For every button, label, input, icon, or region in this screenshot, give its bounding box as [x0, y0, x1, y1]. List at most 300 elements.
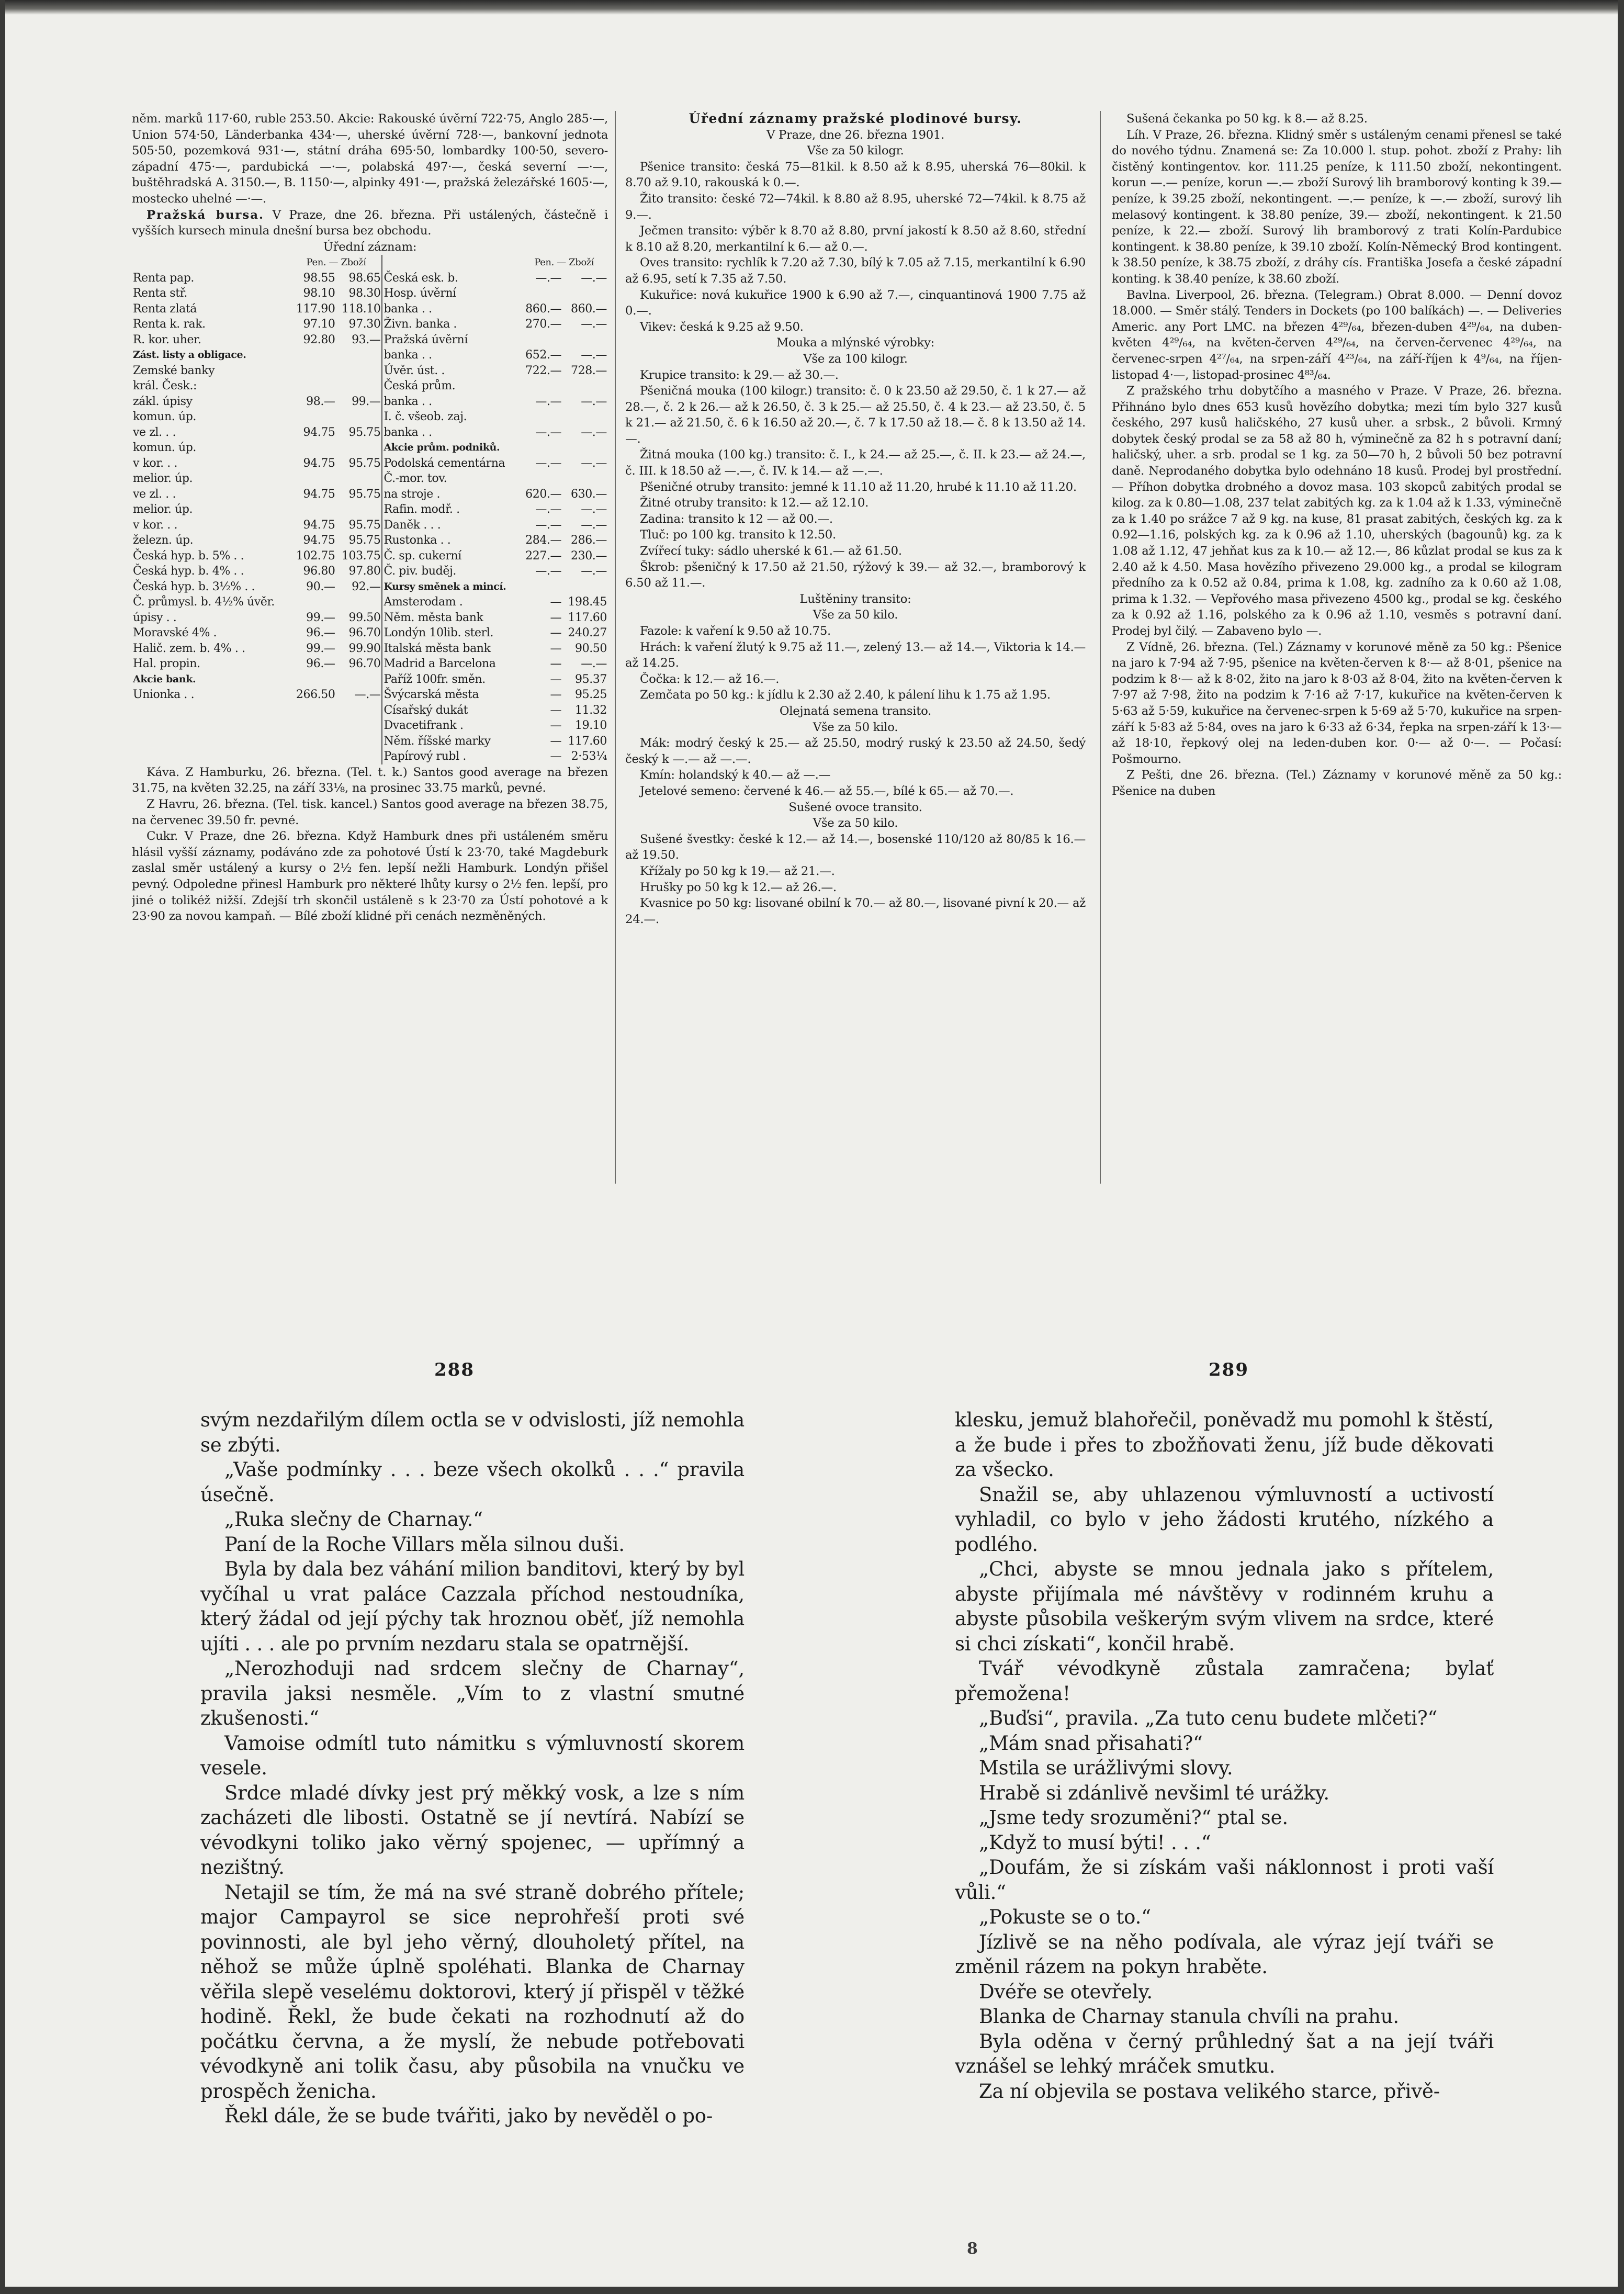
rate-ask: 95.75	[348, 518, 381, 532]
rate-row	[132, 518, 608, 533]
rate-bid-right: 652.—	[525, 348, 562, 362]
story-paragraph: „Pokuste se o to.“	[979, 1906, 1151, 1928]
rate-bid-right: —.—	[535, 565, 562, 578]
rate-name: Moravské 4% .	[133, 626, 217, 640]
rate-ask-right: 19.10	[575, 719, 607, 733]
story-page-left	[200, 1408, 745, 2161]
rate-name: Akcie bank.	[133, 673, 196, 685]
rate-name-right: Madrid a Barcelona	[382, 656, 520, 672]
oilseeds-subheading: Olejnatá semena transito.	[779, 704, 932, 718]
rate-name-right: banka . .	[382, 301, 520, 317]
rate-bid-right: —.—	[535, 518, 562, 532]
corn-paragraph: Kukuřice: nová kukuřice 1900 k 6.90 až 7.—, cinquantinová 1900 7.75 až 0.—.	[625, 288, 1086, 318]
rate-table-header	[132, 255, 608, 271]
rate-ask-right	[562, 286, 608, 301]
vetch-paragraph: Vikev: česká k 9.25 až 9.50.	[640, 320, 804, 334]
rate-name	[132, 718, 291, 734]
rate-ask: 97.30	[348, 318, 381, 331]
rate-bid-right	[520, 471, 562, 487]
rate-row	[132, 533, 608, 548]
rate-row	[132, 317, 608, 332]
rate-ask-right: —.—	[581, 518, 607, 532]
rate-ask	[336, 347, 382, 363]
rate-row	[132, 641, 608, 657]
rate-bid	[291, 502, 336, 518]
rate-bid-right: —	[550, 750, 562, 763]
story-paragraph: Blanka de Charnay stanula chvíli na prahu.	[979, 2005, 1399, 2028]
oats-paragraph: Oves transito: rychlík k 7.20 až 7.30, bílý k 7.05 až 7.15, merkantilní k 6.90 až 6.95, setí k 7.35 až 7.50.	[625, 256, 1086, 286]
unit-note-1: Vše za 50 kilogr.	[807, 144, 904, 158]
rate-row	[132, 548, 608, 564]
rate-ask-right: 230.—	[571, 549, 607, 563]
fats-paragraph: Zvířecí tuky: sádlo uherské k 61.— až 61.50.	[640, 544, 902, 558]
rate-bid: 102.75	[296, 549, 335, 563]
rate-name: Renta stř.	[133, 287, 187, 300]
rate-name: Česká hyp. b. 3½% . .	[133, 580, 255, 593]
rye-bran-paragraph: Žitné otruby transito: k 12.— až 12.10.	[640, 496, 869, 510]
market-column-1	[132, 111, 608, 1186]
rate-name: R. kor. uher.	[133, 333, 201, 346]
rate-name: úpisy . .	[133, 611, 177, 624]
pears-paragraph: Hrušky po 50 kg k 12.— až 26.—.	[640, 880, 837, 894]
rate-row	[132, 271, 608, 286]
official-record-heading: Úřední záznam:	[323, 240, 417, 254]
rate-ask	[336, 440, 382, 456]
rate-name: král. Česk.:	[133, 379, 197, 393]
rate-name: ve zl. . .	[133, 487, 176, 501]
rate-ask: 99.50	[348, 611, 381, 624]
rate-name-right: Něm. města bank	[382, 610, 520, 626]
dried-apples-paragraph: Křížaly po 50 kg k 19.— až 21.—.	[640, 864, 835, 878]
rate-ask-right: 860.—	[571, 302, 607, 316]
rate-name-right: Kursy směnek a mincí.	[382, 579, 520, 595]
prague-bourse-paragraph	[132, 207, 608, 239]
produce-date: V Praze, dne 26. března 1901.	[766, 128, 945, 142]
rate-ask-right: 240.27	[568, 626, 607, 640]
rate-bid-right: —	[550, 642, 562, 655]
column-rule-2	[1100, 111, 1101, 1184]
rate-bid-right: —.—	[535, 456, 562, 470]
rate-row	[132, 363, 608, 379]
rate-bid-right: —	[550, 611, 562, 624]
rate-col-header-right: Pen. — Zboží	[534, 257, 594, 268]
rate-bid: 99.—	[306, 611, 335, 624]
rate-ask: 93.—	[352, 333, 381, 346]
rate-name-right: Česká prům.	[382, 378, 520, 394]
rate-name: melior. úp.	[133, 472, 193, 486]
rate-bid-right: 620.—	[525, 487, 562, 501]
rate-name-right: banka . .	[382, 425, 520, 441]
rate-name: Česká hyp. b. 4% . .	[133, 565, 244, 578]
rate-row	[132, 286, 608, 301]
rate-ask	[336, 471, 382, 487]
rate-bid	[291, 363, 336, 379]
rate-ask-right: 11.32	[575, 703, 607, 717]
rate-name-right: na stroje .	[382, 487, 520, 502]
rye-flour-paragraph: Žitná mouka (100 kg.) transito: č. I., k 24.— až 25.—, č. II. k 23.— až 24.—, č. III. k 18.50 až —.—, č. IV. k 14.— až —.—.	[625, 448, 1086, 478]
wheat-paragraph: Pšenice transito: česká 75—81kil. k 8.50 až k 8.95, uherská 76—80kil. k 8.70 až 9.10, rakouská k 0.—.	[625, 160, 1086, 190]
rate-bid-right: —	[550, 688, 562, 702]
rate-bid	[291, 409, 336, 425]
rate-bid: 99.—	[306, 642, 335, 655]
rate-ask: 97.80	[348, 565, 381, 578]
unit-note-5: Vše za 50 kilo.	[813, 816, 898, 830]
rate-bid	[291, 347, 336, 363]
rate-bid	[291, 703, 336, 718]
rate-bid	[291, 594, 336, 610]
rate-name: Hal. propin.	[133, 657, 200, 671]
rate-ask: 95.75	[348, 456, 381, 470]
rate-bid-right: 284.—	[525, 534, 562, 547]
produce-exchange-title: Úřední záznamy pražské plodinové bursy.	[689, 111, 1022, 126]
rate-row	[132, 672, 608, 688]
rate-ask	[336, 703, 382, 718]
tluc-paragraph: Tluč: po 100 kg. transito k 12.50.	[640, 528, 836, 542]
vienna-paragraph: Z Vídně, 26. března. (Tel.) Záznamy v korunové měně za 50 kg.: Pšenice na jaro k 7·94 až 7·95, pšenice na květen-červen k 8·— až 8·01, pšenice na podzim k 8·— až k 8·02, žito na jaro k 8·03 až 8·04, žito na květen-červen k 7·97 až 7·98, žito na podzim k 7·16 až 7·17, kukuřice na květen-červen k 5·63 až 5·59, kukuřice na červenec-srpen k 5·69 až 5·70, kukuřice na srpen-září k 5·83 až 5·84, oves na jaro k 6·33 až 6·34, řepka na srpen-září k 13·— až 18·10, řepkový olej na leden-duben kor. 0·— až 0·—. — Počasí: Pošmourno.	[1112, 640, 1562, 766]
story-paragraph: Mstila se urážlivými slovy.	[979, 1757, 1233, 1779]
rate-row	[132, 734, 608, 749]
exchange-intro: něm. marků 117·60, ruble 253.50. Akcie: Rakouské úvěrní 722·75, Anglo 285·—, Union 574·50, Länderbanka 434·—, uherské úvěrní 728·—, bankovní jednota 505·50, pozemková 931·—, státní dráha 695·50, lombardky 100·50, severo-západní 475·—, pardubická —·—, polabská 497·—, česká severní —·—, buštěhradská A. 3150.—, B. 1150·—, alpinky 491·—, pražská železářské 1605·—, mostecko uhelné —·—.	[132, 112, 608, 206]
rate-ask: 96.70	[348, 657, 381, 671]
cotton-paragraph: Bavlna. Liverpool, 26. března. (Telegram.) Obrat 8.000. — Denní dovoz 18.000. — Směr stálý. Tenders in Dockets (po 100 balíkách) —. — Deliveries Americ. any Port LMC. na březen 4²⁹/₆₄, březen-duben 4²⁹/₆₄, na duben-květen 4²⁹/₆₄, na květen-červen 4²⁹/₆₄, na červen-červenec 4²⁹/₆₄, na červenec-srpen 4²⁷/₆₄, na srpen-září 4²³/₆₄, na září-říjen k 4⁹/₆₄, na říjen-listopad 4·—, listopad-prosinec 4⁸³/₆₄.	[1112, 288, 1562, 382]
rate-name: Č. průmysl. b. 4½% úvěr.	[133, 595, 275, 609]
rate-name-right: Amsterodam .	[382, 594, 520, 610]
rate-bid	[291, 749, 336, 764]
rate-name-right: banka . .	[382, 394, 520, 410]
rate-bid-right: —	[550, 672, 562, 686]
rate-bid: 96.80	[303, 565, 335, 578]
rate-name: komun. úp.	[133, 410, 197, 424]
rate-name: Renta zlatá	[133, 302, 197, 316]
rate-ask: 98.65	[348, 271, 381, 285]
rate-ask-right	[562, 409, 608, 425]
chicory-paragraph: Sušená čekanka po 50 kg. k 8.— až 8.25.	[1126, 112, 1368, 126]
rate-ask-right: 2·53¼	[571, 750, 607, 763]
market-column-2	[625, 111, 1086, 1186]
rate-ask	[336, 409, 382, 425]
scan-edge-top	[0, 0, 1624, 15]
rate-bid: 98.10	[303, 287, 335, 300]
rate-name-right: banka . .	[382, 347, 520, 363]
rate-ask-right	[562, 471, 608, 487]
rate-row	[132, 656, 608, 672]
rate-bid: 94.75	[303, 518, 335, 532]
story-paragraph: „Když to musí býti! . . .“	[979, 1831, 1211, 1854]
rate-bid-right: —	[550, 719, 562, 733]
rate-row	[132, 301, 608, 317]
rate-bid-right	[520, 332, 562, 348]
rate-row	[132, 378, 608, 394]
legumes-subheading: Luštěniny transito:	[799, 592, 911, 606]
rate-row	[132, 687, 608, 703]
rate-name-right: Hosp. úvěrní	[382, 286, 520, 301]
rate-name: Renta pap.	[133, 271, 194, 285]
rate-ask-right: 198.45	[568, 595, 607, 609]
rate-name-right: Papírový rubl .	[382, 749, 520, 764]
story-paragraph: Byla oděna v černý průhledný šat a na její tváři vznášel se lehký mráček smutku.	[955, 2030, 1494, 2077]
story-paragraph: „Buďsi“, pravila. „Za tuto cenu budete mlčeti?“	[979, 1707, 1438, 1729]
rate-bid: 94.75	[303, 487, 335, 501]
rate-ask-right: —.—	[581, 318, 607, 331]
rate-bid	[291, 718, 336, 734]
rate-name-right: Akcie prům. podniků.	[382, 440, 520, 456]
page-mark: 8	[967, 2240, 978, 2258]
rate-name: v kor. . .	[133, 518, 178, 532]
flour-subheading: Mouka a mlýnské výrobky:	[776, 336, 935, 350]
rate-bid: 266.50	[296, 688, 335, 702]
rate-ask-right: —.—	[581, 425, 607, 439]
story-paragraph: Netajil se tím, že má na své straně dobrého přítele; major Campayrol se sice neprohřeší proti své povinnosti, ale byl jeho věrný, dlouholetý přítel, na něhož se může úplně spoléhati. Blanka de Charnay věřila slepě veselému doktorovi, který jí přispěl v těžké hodině. Řekl, že bude čekati na rozhodnutí až do počátku června, a že myslí, že nebude potřebovati vévodkyně ani tolik času, aby působila na vnučku ve prospěch ženicha.	[200, 1881, 745, 2102]
story-paragraph: Za ní objevila se postava velikého starce, přivě-	[979, 2079, 1440, 2102]
rate-bid-right	[520, 579, 562, 595]
rate-ask-right	[562, 440, 608, 456]
rate-bid-right: —	[550, 703, 562, 717]
rate-name: Zást. listy a obligace.	[133, 349, 246, 361]
story-paragraph: Vamoise odmítl tuto námitku s výmluvností skorem vesele.	[200, 1731, 745, 1779]
scan-edge-left	[0, 0, 5, 2294]
rate-bid	[291, 672, 336, 688]
rate-ask: —.—	[354, 688, 381, 702]
rate-row	[132, 347, 608, 363]
rate-bid: 94.75	[303, 425, 335, 439]
rate-table	[132, 255, 608, 764]
rate-bid-right	[520, 409, 562, 425]
rate-bid-right: —	[550, 734, 562, 748]
rate-ask	[336, 749, 382, 764]
wheat-flour-paragraph: Pšeničná mouka (100 kilogr.) transito: č. 0 k 23.50 až 29.50, č. 1 k 27.— až 28.—, č. 2 k 26.— až k 26.50, č. 3 k 25.— až 25.50, č. 4 k 23.— až 23.50, č. 5 k 21.— až 21.50, č. 6 k 16.50 až 20.—, č. 7 k 17.50 až 18.— č. 8 k 13.50 až 14.—.	[625, 384, 1086, 446]
story-paragraph: Hrabě si zdánlivě nevšiml té urážky.	[979, 1781, 1329, 1804]
story-paragraph: „Ruka slečny de Charnay.“	[224, 1508, 483, 1531]
rate-bid: 96.—	[306, 657, 335, 671]
rate-row	[132, 749, 608, 764]
story-paragraph: klesku, jemuž blahořečil, poněvadž mu pomohl k štěstí, a že bude i přes to zbožňovati ženu, jíž bude děkovati za všecko.	[955, 1409, 1494, 1481]
rate-name-right: Švýcarská města	[382, 687, 520, 703]
page-number-right: 289	[1209, 1359, 1249, 1380]
rate-bid-right: —.—	[535, 271, 562, 285]
rate-row	[132, 703, 608, 718]
rate-ask	[336, 502, 382, 518]
prunes-paragraph: Sušené švestky: české k 12.— až 14.—, bosenské 110/120 až 80/85 k 16.— až 19.50.	[625, 832, 1086, 862]
story-paragraph: „Vaše podmínky . . . beze všech okolků . . .“ pravila úsečně.	[200, 1458, 745, 1506]
rate-bid: 96.—	[306, 626, 335, 640]
rate-row	[132, 471, 608, 487]
rate-ask: 103.75	[341, 549, 381, 563]
rate-bid-right: 227.—	[525, 549, 562, 563]
rate-bid	[291, 440, 336, 456]
rate-name-right: Něm. říšské marky	[382, 734, 520, 749]
rate-row	[132, 487, 608, 502]
rate-name-right: Živn. banka .	[382, 317, 520, 332]
rate-ask-right	[562, 378, 608, 394]
rate-ask	[336, 718, 382, 734]
rate-ask	[336, 594, 382, 610]
story-paragraph: Jízlivě se na něho podívala, ale výraz její tváři se změnil rázem na pokyn hraběte.	[955, 1930, 1494, 1978]
rate-row	[132, 502, 608, 518]
story-paragraph: „Chci, abyste se mnou jednala jako s přítelem, abyste přijímala mé návštěvy v rodinném kruhu a abyste působila veškerým svým vlivem na srdce, které si chci získati“, končil hrabě.	[955, 1558, 1494, 1655]
sugar-paragraph: Cukr. V Praze, dne 26. března. Když Hamburk dnes při ustáleném směru hlásil vyšší záznamy, podáváno zde za pohotové Ústí k 23·70, také Magdeburk zaslal směr ustálený a kursy o 2½ fen. lepší nežli Hamburk. Londýn přišel pevný. Odpoledne přinesl Hamburk pro některé lhůty kursy o 2½ fen. lepší, pro jiné o tolikéž nižší. Zdejší trh skončil ustáleně s k 23·70 za Ústí pohotové a k 23·90 za novou kampaň. — Bílé zboží klidné při cenách nezměněných.	[132, 829, 608, 924]
zadina-paragraph: Zadina: transito k 12 — až 00.—.	[640, 512, 833, 526]
rate-name: ve zl. . .	[133, 425, 176, 439]
rate-ask-right: 728.—	[571, 364, 607, 377]
rate-name-right: Paříž 100fr. směn.	[382, 672, 520, 688]
potatoes-paragraph: Zemčata po 50 kg.: k jídlu k 2.30 až 2.40, k pálení lihu k 1.75 až 1.95.	[640, 688, 1051, 702]
rate-bid-right: —.—	[535, 425, 562, 439]
rate-row	[132, 394, 608, 410]
rate-row	[132, 425, 608, 441]
rate-name-right: Císařský dukát	[382, 703, 520, 718]
wheat-bran-paragraph: Pšeničné otruby transito: jemné k 11.10 až 11.20, hrubé k 11.10 až 11.20.	[640, 480, 1077, 494]
rate-row	[132, 579, 608, 595]
market-column-3	[1112, 111, 1562, 1186]
starch-paragraph: Škrob: pšeničný k 17.50 až 21.50, rýžový k 39.— až 32.—, bramborový k 6.50 až 11.—.	[625, 560, 1086, 590]
page-number-left: 288	[434, 1359, 475, 1380]
clover-seed-paragraph: Jetelové semeno: červené k 46.— až 55.—, bílé k 65.— až 70.—.	[640, 784, 1014, 798]
story-paragraph: Řekl dále, že se bude tvářiti, jako by nevěděl o po-	[224, 2105, 713, 2127]
rate-name-right: Č. piv. buděj.	[382, 564, 520, 579]
rate-row	[132, 625, 608, 641]
poppy-paragraph: Mák: modrý český k 25.— až 25.50, modrý ruský k 23.50 až 24.50, šedý český k —.— až —.—.	[625, 736, 1086, 766]
rate-name: Halič. zem. b. 4% . .	[133, 642, 245, 655]
rate-ask: 92.—	[352, 580, 381, 593]
rate-ask-right: —.—	[581, 348, 607, 362]
story-paragraph: Snažil se, aby uhlazenou výmluvností a uctivostí vyhladil, co bylo v jeho žádosti krutého, nízkého a podlého.	[955, 1483, 1494, 1556]
rate-bid: 94.75	[303, 534, 335, 547]
rate-ask-right: —.—	[581, 271, 607, 285]
rate-name	[132, 734, 291, 749]
rate-bid-right	[520, 440, 562, 456]
rate-ask-right: 630.—	[571, 487, 607, 501]
rate-ask: 96.70	[348, 626, 381, 640]
rate-bid	[291, 734, 336, 749]
rate-name-right: Č. sp. cukerní	[382, 548, 520, 564]
rate-name-right: Česká esk. b.	[382, 271, 520, 286]
rate-row	[132, 440, 608, 456]
scan-edge-right	[1618, 0, 1624, 2294]
rate-bid: 117.90	[296, 302, 335, 316]
rate-name-right: Č.-mor. tov.	[382, 471, 520, 487]
story-paragraph: Srdce mladé dívky jest prý měkký vosk, a lze s ním zacházeti dle libosti. Ostatně se jí nevtírá. Nabízí se vévodkyni toliko jako věrný spojenec, — upřímný a nezištný.	[200, 1781, 745, 1879]
rate-name: komun. úp.	[133, 441, 197, 455]
rate-bid-right: 270.—	[525, 318, 562, 331]
rate-name-right: Podolská cementárna	[382, 456, 520, 471]
rate-bid: 90.—	[306, 580, 335, 593]
beans-paragraph: Fazole: k vaření k 9.50 až 10.75.	[640, 624, 831, 638]
scan-edge-bottom	[0, 2287, 1624, 2294]
story-paragraph: Dvéře se otevřely.	[979, 1980, 1153, 2003]
rate-ask-right	[562, 579, 608, 595]
rate-name: Unionka . .	[133, 688, 195, 702]
rate-ask	[336, 672, 382, 688]
rate-name	[132, 703, 291, 718]
rate-col-header-left: Pen. — Zboží	[306, 257, 366, 268]
coffee-havre-paragraph: Z Havru, 26. března. (Tel. tisk. kancel.) Santos good average na březen 38.75, na červenec 39.50 fr. pevné.	[132, 797, 608, 827]
coffee-hamburg-paragraph: Káva. Z Hamburku, 26. března. (Tel. t. k.) Santos good average na březen 31.75, na květen 32.25, na září 33⅛, na prosinec 33.75 marků, pevné.	[132, 765, 608, 795]
rate-name: melior. úp.	[133, 503, 193, 516]
rate-bid: 98.—	[306, 395, 335, 408]
story-paragraph: „Doufám, že si získám vaši náklonnost i proti vaší vůli.“	[955, 1856, 1494, 1904]
rate-bid-right: —.—	[535, 395, 562, 408]
rye-paragraph: Žito transito: české 72—74kil. k 8.80 až 8.95, uherské 72—74kil. k 8.75 až 9.—.	[625, 192, 1086, 222]
rate-ask-right: —.—	[581, 565, 607, 578]
rate-ask: 95.75	[348, 487, 381, 501]
spirits-paragraph: Líh. V Praze, 26. března. Klidný směr s ustáleným cenami přenesl se také do nového týdnu. Znamená se: Za 10.000 l. stup. pohot. zboží z Prahy: lih čistěný kontingentov. kor. 111.25 peníze, k 111.50 zboží, nekontingent. korun —.— peníze, korun —.— zboží Surový lih bramborový konting k 39.— peníze, k 39.25 zboží, nekontingent. —.— peníze, k —.— zboží, surový lih melasový kontingent. k 38.80 peníze, 39.— zboží, nekontingent. k 21.50 peníze, k 22.— zboží. Surový lih bramborový z trati Kolín-Pardubice kontingent. k 38.80 peníze, k 39.10 zboží. Kolín-Německý Brod kontingent. k 38.50 peníze, k 38.75 zboží, z dráhy cís. Františka Josefa a české západní konting. k 38.40 peníze, k 38.60 zboží.	[1112, 128, 1562, 286]
semolina-paragraph: Krupice transito: k 29.— až 30.—.	[640, 368, 839, 382]
rate-bid	[291, 378, 336, 394]
rate-ask: 99.—	[352, 395, 381, 408]
rate-bid-right	[520, 378, 562, 394]
rate-name-right: I. č. všeob. zaj.	[382, 409, 520, 425]
rate-ask	[336, 378, 382, 394]
rate-ask: 98.30	[348, 287, 381, 300]
rate-bid	[291, 471, 336, 487]
rate-ask-right: —.—	[581, 395, 607, 408]
rate-row	[132, 564, 608, 579]
rate-name-right: Italská města bank	[382, 641, 520, 657]
story-paragraph: „Mám snad přisahati?“	[979, 1731, 1203, 1755]
rate-ask-right: 90.50	[575, 642, 607, 655]
rate-name: Renta k. rak.	[133, 318, 206, 331]
story-page-right	[955, 1408, 1494, 2161]
rate-bid-right: —.—	[535, 503, 562, 516]
unit-note-3: Vše za 50 kilo.	[813, 608, 898, 622]
prague-bourse-heading: Pražská bursa.	[146, 208, 264, 222]
story-paragraph: Byla by dala bez váhání milion banditovi, který by byl vyčíhal u vrat paláce Cazzala příchod nestoudníka, který žádal od její pýchy tak hroznou oběť, jíž nemohla ujíti . . . ale po prvním nezdaru stala se opatrnější.	[200, 1558, 745, 1655]
rate-ask-right: 95.25	[575, 688, 607, 702]
rate-name-right: Daněk . . .	[382, 518, 520, 533]
unit-note-2: Vše za 100 kilogr.	[803, 352, 908, 366]
rate-name: železn. úp.	[133, 534, 194, 547]
rate-name-right: Úvěr. úst. .	[382, 363, 520, 379]
story-paragraph: „Jsme tedy srozuměni?“ ptal se.	[979, 1806, 1288, 1829]
rate-ask: 99.90	[348, 642, 381, 655]
yeast-paragraph: Kvasnice po 50 kg: lisované obilní k 70.— až 80.—, lisované pivní k 20.— až 24.—.	[625, 896, 1086, 926]
rate-ask-right	[562, 332, 608, 348]
rate-name-right: Rafin. modř. .	[382, 502, 520, 518]
rate-name-right: Pražská úvěrní	[382, 332, 520, 348]
pest-paragraph: Z Pešti, dne 26. března. (Tel.) Záznamy v korunové měně za 50 kg.: Pšenice na duben	[1112, 768, 1562, 798]
rate-ask-right: 117.60	[568, 611, 607, 624]
rate-bid: 97.10	[303, 318, 335, 331]
rate-ask-right: —.—	[581, 456, 607, 470]
rate-row	[132, 718, 608, 734]
unit-note-4: Vše za 50 kilo.	[813, 720, 898, 734]
prague-bourse-text: V Praze, dne 26. března. Při ustálených, částečně i vyšších kursech minula dnešní bursa bez obchodu.	[132, 208, 608, 238]
rate-ask: 95.75	[348, 425, 381, 439]
story-paragraph: Tvář vévodkyně zůstala zamračena; bylať přemožena!	[955, 1657, 1494, 1705]
lentils-paragraph: Čočka: k 12.— až 16.—.	[640, 672, 780, 686]
rate-bid-right: —	[550, 595, 562, 609]
rate-ask	[336, 734, 382, 749]
rate-ask: 95.75	[348, 534, 381, 547]
rate-ask: 118.10	[341, 302, 381, 316]
rate-bid: 94.75	[303, 456, 335, 470]
rate-bid-right: —	[550, 657, 562, 671]
story-paragraph: svým nezdařilým dílem octla se v odvislosti, jíž nemohla se zbýti.	[200, 1409, 745, 1456]
rate-bid: 98.55	[303, 271, 335, 285]
rate-row	[132, 409, 608, 425]
rate-ask-right: 117.60	[568, 734, 607, 748]
story-paragraph: Paní de la Roche Villars měla silnou duši.	[224, 1533, 625, 1556]
caraway-paragraph: Kmín: holandský k 40.— až —.—	[640, 768, 831, 782]
rate-bid: 92.80	[303, 333, 335, 346]
dried-fruit-subheading: Sušené ovoce transito.	[788, 800, 922, 814]
rate-ask	[336, 363, 382, 379]
story-paragraph: „Nerozhoduji nad srdcem slečny de Charnay“, pravila jaksi nesměle. „Vím to z vlastní smutné zkušenosti.“	[200, 1657, 745, 1729]
cattle-market-paragraph: Z pražského trhu dobytčího a masného v Praze. V Praze, 26. března. Přihnáno bylo dnes 653 kusů hovězího dobytka; mezi tím bylo 327 kusů českého, 297 kusů haličského, 27 kusů uher. a srbsk., 2 bůvoli. Krmný dobytek český prodal se za 58 až 80 h, výminečně za 82 h s potravní daní; haličský, uher. a srb. prodal se 1 kg. za 50—70 h, 2 bůvoli 50 bez potravní daně. Neprodaného dobytka bylo odehnáno 18 kusů. Prodej byl prostřední. — Příhon dobytka drobného a dovoz masa. 103 skopců zabitých prodal se kilog. za k 0.80—1.08, 237 telat zabitých kg. za k 1.04 až k 1.33, výminečně za k 1.40 po srážce 7 až 9 kg. na kuse, 81 prasat zabitých, českých kg. za k 0.92—1.16, polských kg. za k 0.96 až 1.10, uherských (bagounů) kg. za k 1.08 až 1.12, 47 jehňat kus za k 10.— až 12.—, 86 kůzlat prodal se kus za k 2.40 až k 4.50. Masa hovězího přivezeno 29.000 kg., a prodal se kilogram předního za k 0.52 až 0.84, prima k 1.08, kg. zadního za k 0.60 až 1.08, prima k 1.32. — Vepřového masa přivezeno 4500 kg., prodal se kg. českého za k 0.92 až 1.16, polského za k 0.96 až 1.10, vesměs s potravní daní. Prodej byl čilý. — Zabaveno bylo —.	[1112, 384, 1562, 638]
rate-bid-right: 722.—	[525, 364, 562, 377]
column-rule-1	[615, 111, 616, 1184]
rate-bid-right: —	[550, 626, 562, 640]
